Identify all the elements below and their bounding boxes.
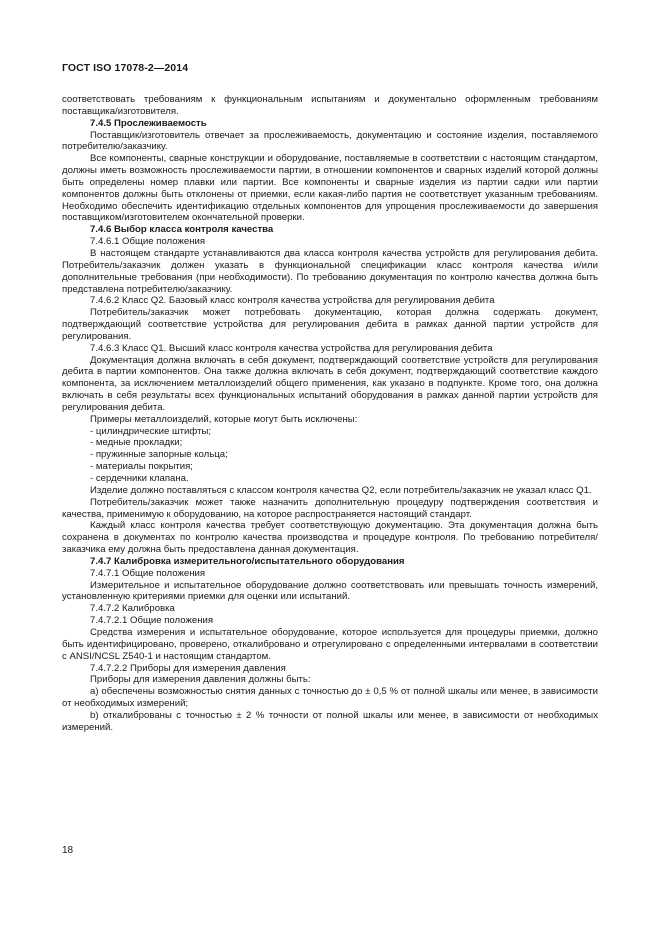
paragraph: Потребитель/заказчик может потребовать документацию, которая должна содержать документ, подтверждающий соответствие устройства для регулирования дебита в рамках данной партии устройств для регулирования. xyxy=(62,307,598,342)
paragraph: b) откалиброваны с точностью ± 2 % точности от полной шкалы или менее, в зависимости от необходимых измерений. xyxy=(62,709,598,733)
paragraph: 7.4.7.1 Общие положения xyxy=(90,567,206,579)
paragraph: Изделие должно поставляться с классом контроля качества Q2, если потребитель/заказчик не указал класс Q1. xyxy=(90,484,592,496)
paragraph: Документация должна включать в себя документ, подтверждающий соответствие устройств для регулирования дебита в партии компонентов. Она также должна включать в себя документ, подтверждающий соответствие каждого компонента, за исключением металлоизделий общего применения, как указано в подпункте. Кроме того, она должна включать в себя результаты всех функциональных испытаний оборудования в рамках данной партии устройств для регулирования дебита. xyxy=(62,354,598,413)
paragraph: Измерительное и испытательное оборудование должно соответствовать или превышать точность измерений, установленную критериями приемки для оценки или испытаний. xyxy=(62,579,598,603)
paragraph: Средства измерения и испытательное оборудование, которое используется для процедуры приемки, должно быть идентифицировано, проверено, откалибровано и отрегулировано с определенными интервалами в соответствии с ANSI/NCSL Z540-1 и настоящим стандартом. xyxy=(62,626,598,662)
list-item: - материалы покрытия; xyxy=(90,461,193,473)
paragraph: Приборы для измерения давления должны быть: xyxy=(90,674,311,686)
list-item: - пружинные запорные кольца; xyxy=(90,449,228,461)
paragraph: 7.4.7.2.2 Приборы для измерения давления xyxy=(90,662,286,674)
paragraph: Потребитель/заказчик может также назначить дополнительную процедуру подтверждения соответствия и качества, применимую к оборудованию, на которое распространяется настоящий стандарт. xyxy=(62,496,598,520)
paragraph: 7.4.7.2.1 Общие положения xyxy=(90,615,214,627)
section-heading: 7.4.6 Выбор класса контроля качества xyxy=(90,224,274,236)
paragraph: Все компоненты, сварные конструкции и оборудование, поставляемые в соответствии с настоящим стандартом, должны иметь возможность прослеживаемости партии, в отношении компонентов и сварных изделий которой должны быть определены номер плавки или партии. Все компоненты и сварные изделия из партии садки или партии компонентов должны быть отклонены от приемки, если какая-либо партия не соответствует указанным требованиям. Необходимо обеспечить идентификацию отдельных компонентов для упрощения прослеживаемости до завершения поставщиком/изготовителем окончательной проверки. xyxy=(62,153,598,224)
section-heading: 7.4.5 Прослеживаемость xyxy=(90,117,207,129)
document-body xyxy=(62,94,598,734)
list-item: - медные прокладки; xyxy=(90,437,183,449)
paragraph: Примеры металлоизделий, которые могут быть исключены: xyxy=(90,413,358,425)
paragraph: 7.4.7.2 Калибровка xyxy=(90,603,175,615)
paragraph: 7.4.6.3 Класс Q1. Высший класс контроля качества устройства для регулирования дебита xyxy=(90,342,493,354)
list-item: - цилиндрические штифты; xyxy=(90,425,212,437)
paragraph: Поставщик/изготовитель отвечает за прослеживаемость, документацию и состояние изделия, поставляемого потребителю/заказчику. xyxy=(62,129,598,153)
paragraph: Каждый класс контроля качества требует соответствующую документацию. Эта документация должна быть сохранена в документах по контролю качества производства и процедуре контроля. По требованию потребителя/заказчика ему должна быть предоставлена данная документация. xyxy=(62,520,598,556)
paragraph: 7.4.6.1 Общие положения xyxy=(90,236,206,248)
paragraph: а) обеспечены возможностью снятия данных с точностью до ± 0,5 % от полной шкалы или менее, в зависимости от необходимых измерений; xyxy=(62,686,598,710)
section-heading: 7.4.7 Калибровка измерительного/испытательного оборудования xyxy=(90,555,405,567)
list-item: - сердечники клапана. xyxy=(90,473,189,484)
page-number: 18 xyxy=(62,845,74,856)
paragraph: 7.4.6.2 Класс Q2. Базовый класс контроля качества устройства для регулирования дебита xyxy=(90,295,495,307)
document-header: ГОСТ ISO 17078-2—2014 xyxy=(62,62,189,74)
paragraph: В настоящем стандарте устанавливаются два класса контроля качества устройств для регулирования дебита. Потребитель/заказчик должен указать в функциональной спецификации класс контроля качества и/или дополнительные требования (при необходимости). По требованию документация по контролю качества должна быть представлена потребителю/заказчику. xyxy=(62,247,598,295)
paragraph: соответствовать требованиям к функциональным испытаниям и документально оформленным требованиям поставщика/изготовителя. xyxy=(62,94,598,117)
